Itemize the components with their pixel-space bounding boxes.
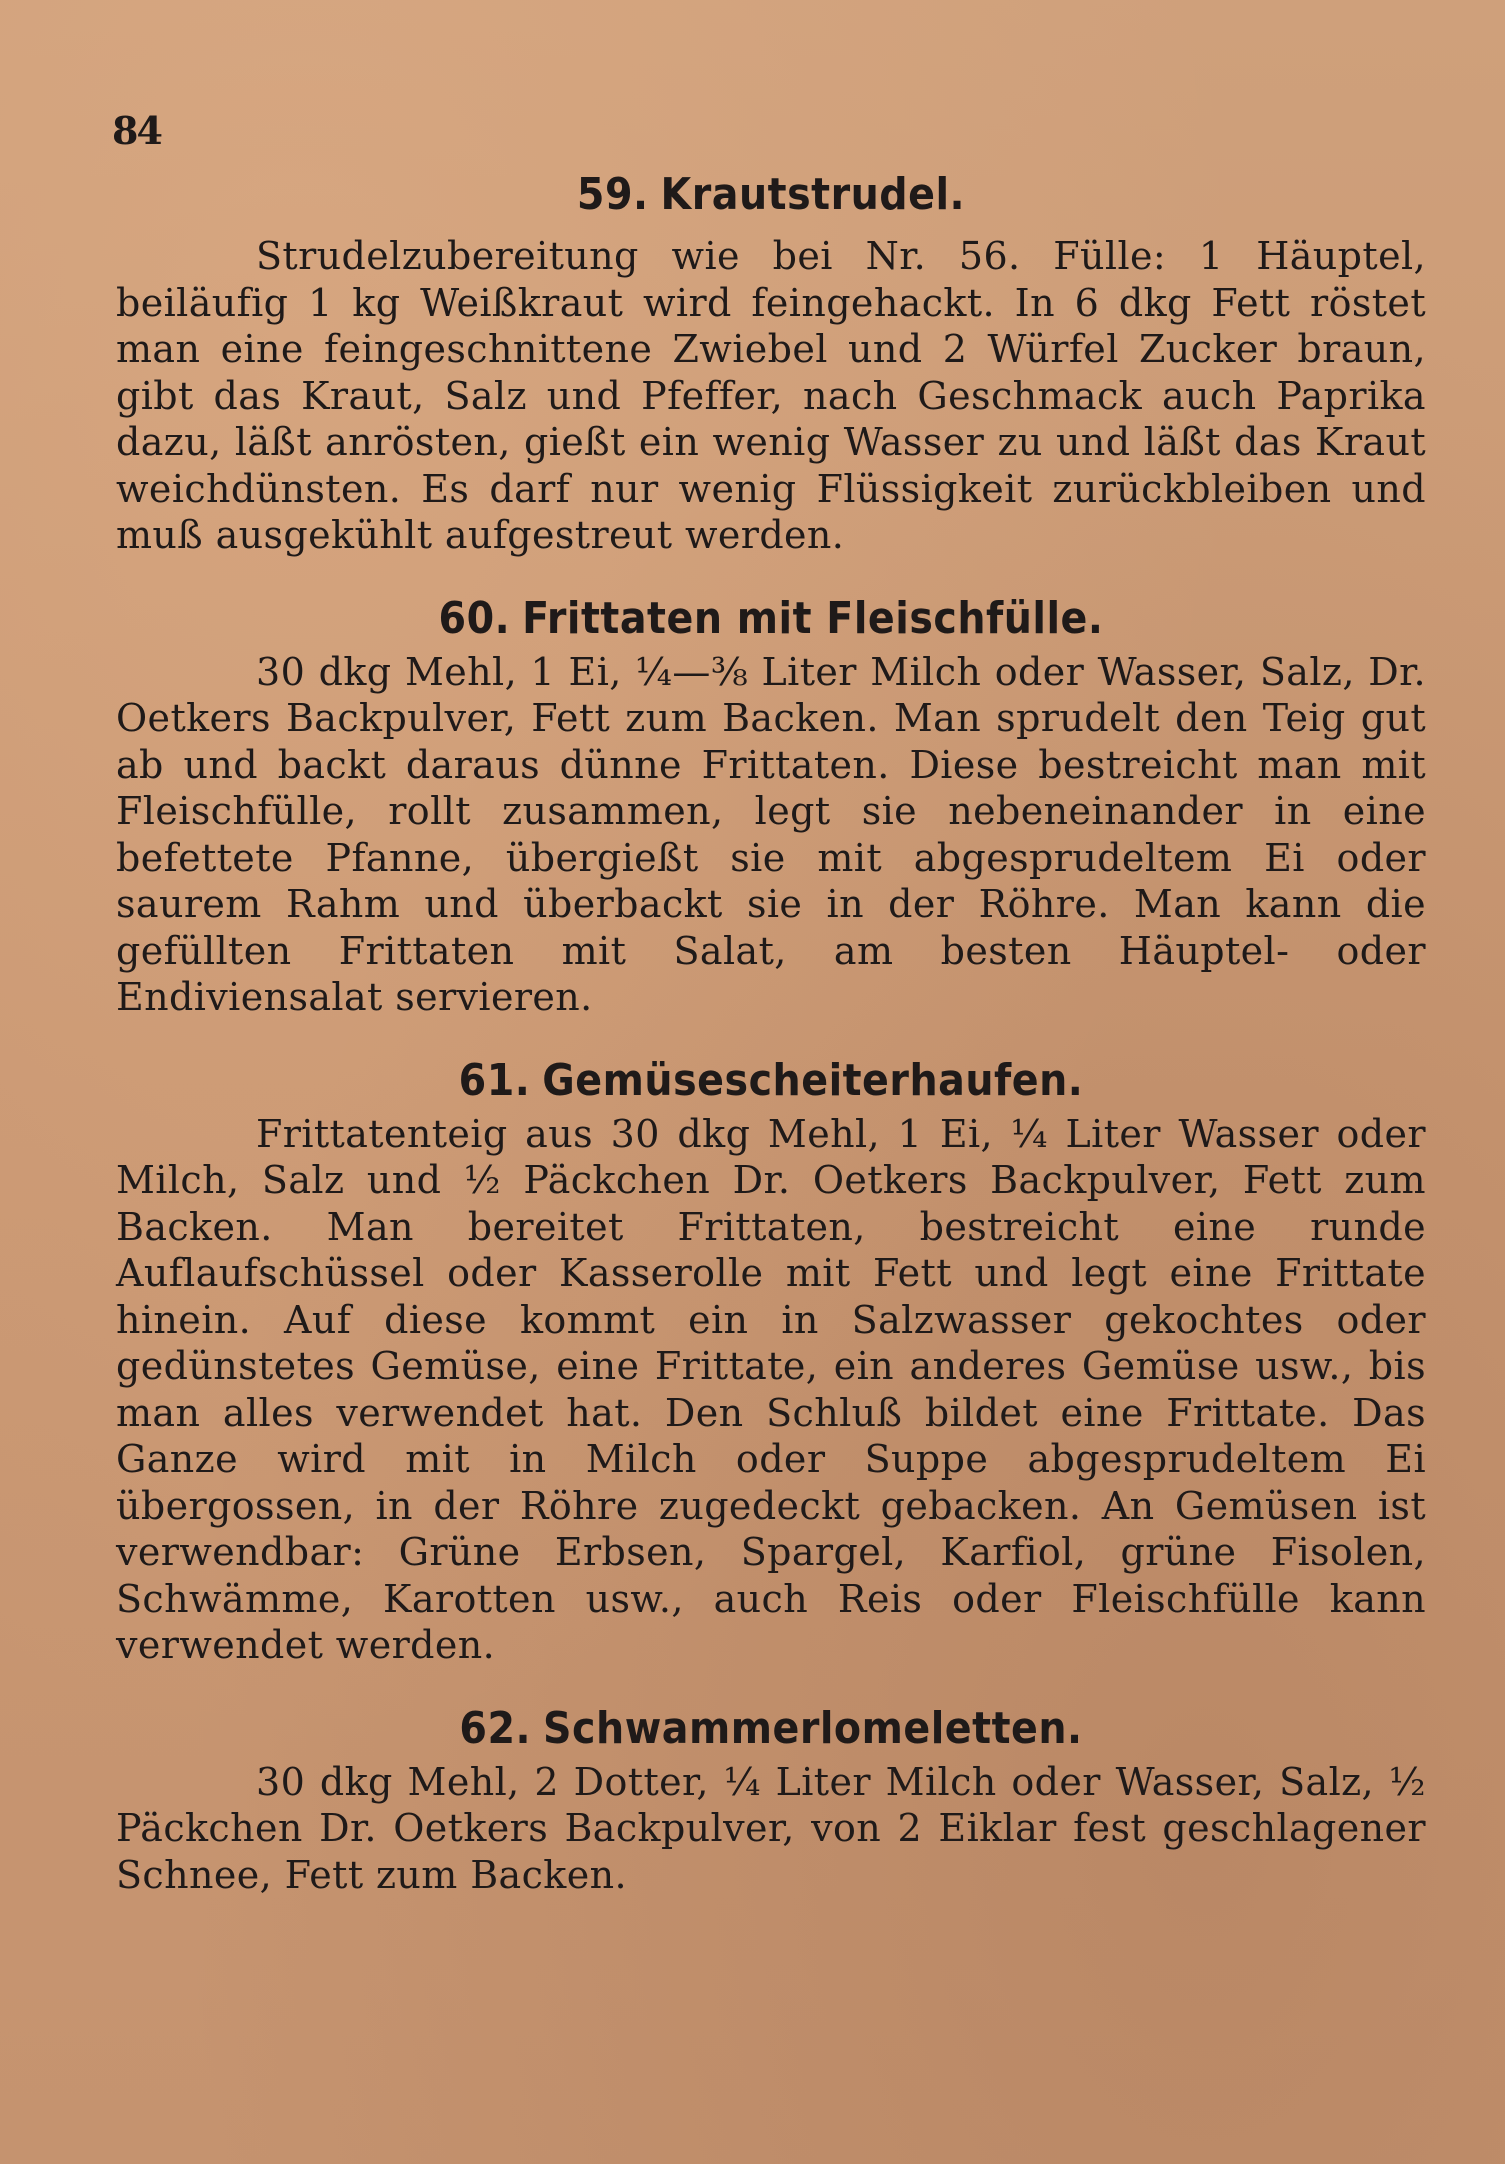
recipe-list xyxy=(116,165,1426,1898)
recipe-number: 62. xyxy=(459,1702,532,1754)
recipe-title xyxy=(116,165,1426,225)
recipe-59 xyxy=(116,165,1426,559)
recipe-title xyxy=(116,1051,1426,1111)
recipe-number: 61. xyxy=(458,1054,531,1106)
recipe-title-text: Schwammerlomeletten. xyxy=(543,1702,1083,1754)
recipe-text: 30 dkg Mehl, 1 Ei, ¼—⅜ Liter Milch oder Wasser, Salz, Dr. Oetkers Backpulver, Fett zum Backen. Man sprudelt den Teig gut ab und backt daraus dünne Frittaten. Diese bestreicht man mit Fleischfülle, rollt zusammen, legt sie nebeneinander in eine befettete Pfanne, übergießt sie mit abgesprudeltem Ei oder saurem Rahm und überbackt sie in der Röhre. Man kann die gefüllten Frittaten mit Salat, am besten Häuptel- oder Endiviensalat servieren. xyxy=(116,649,1426,1019)
page-number: 84 xyxy=(112,108,161,153)
recipe-title xyxy=(116,589,1426,649)
recipe-title-text: Frittaten mit Fleischfülle. xyxy=(522,592,1104,644)
recipe-62 xyxy=(116,1699,1426,1899)
recipe-text: 30 dkg Mehl, 2 Dotter, ¼ Liter Milch oder Wasser, Salz, ½ Päckchen Dr. Oetkers Backpulver, von 2 Eiklar fest geschlagener Schnee, Fett zum Backen. xyxy=(116,1759,1426,1897)
recipe-title xyxy=(116,1699,1426,1759)
recipe-text: Strudelzubereitung wie bei Nr. 56. Fülle: 1 Häuptel, beiläufig 1 kg Weißkraut wird feingehackt. In 6 dkg Fett röstet man eine feingeschnittene Zwiebel und 2 Würfel Zucker braun, gibt das Kraut, Salz und Pfeffer, nach Geschmack auch Paprika dazu, läßt anrösten, gießt ein wenig Wasser zu und läßt das Kraut weichdünsten. Es darf nur wenig Flüssigkeit zurückbleiben und muß ausgekühlt aufgestreut werden. xyxy=(116,234,1426,557)
recipe-60 xyxy=(116,589,1426,1021)
recipe-title-text: Gemüsescheiterhaufen. xyxy=(542,1054,1084,1106)
recipe-number: 59. xyxy=(576,169,649,220)
recipe-61 xyxy=(116,1051,1426,1669)
recipe-number: 60. xyxy=(438,592,511,644)
recipe-text: Frittatenteig aus 30 dkg Mehl, 1 Ei, ¼ Liter Wasser oder Milch, Salz und ½ Päckchen Dr. Oetkers Backpulver, Fett zum Backen. Man bereitet Frittaten, bestreicht eine runde Auflaufschüssel oder Kasserolle mit Fett und legt eine Frittate hinein. Auf diese kommt ein in Salzwasser gekochtes oder gedünstetes Gemüse, eine Frittate, ein anderes Gemüse usw., bis man alles verwendet hat. Den Schluß bildet eine Frittate. Das Ganze wird mit in Milch oder Suppe abgesprudeltem Ei übergossen, in der Röhre zugedeckt gebacken. An Gemüsen ist verwendbar: Grüne Erbsen, Spargel, Karfiol, grüne Fisolen, Schwämme, Karotten usw., auch Reis oder Fleischfülle kann verwendet werden. xyxy=(116,1111,1426,1667)
recipe-title-text: Krautstrudel. xyxy=(660,169,966,220)
